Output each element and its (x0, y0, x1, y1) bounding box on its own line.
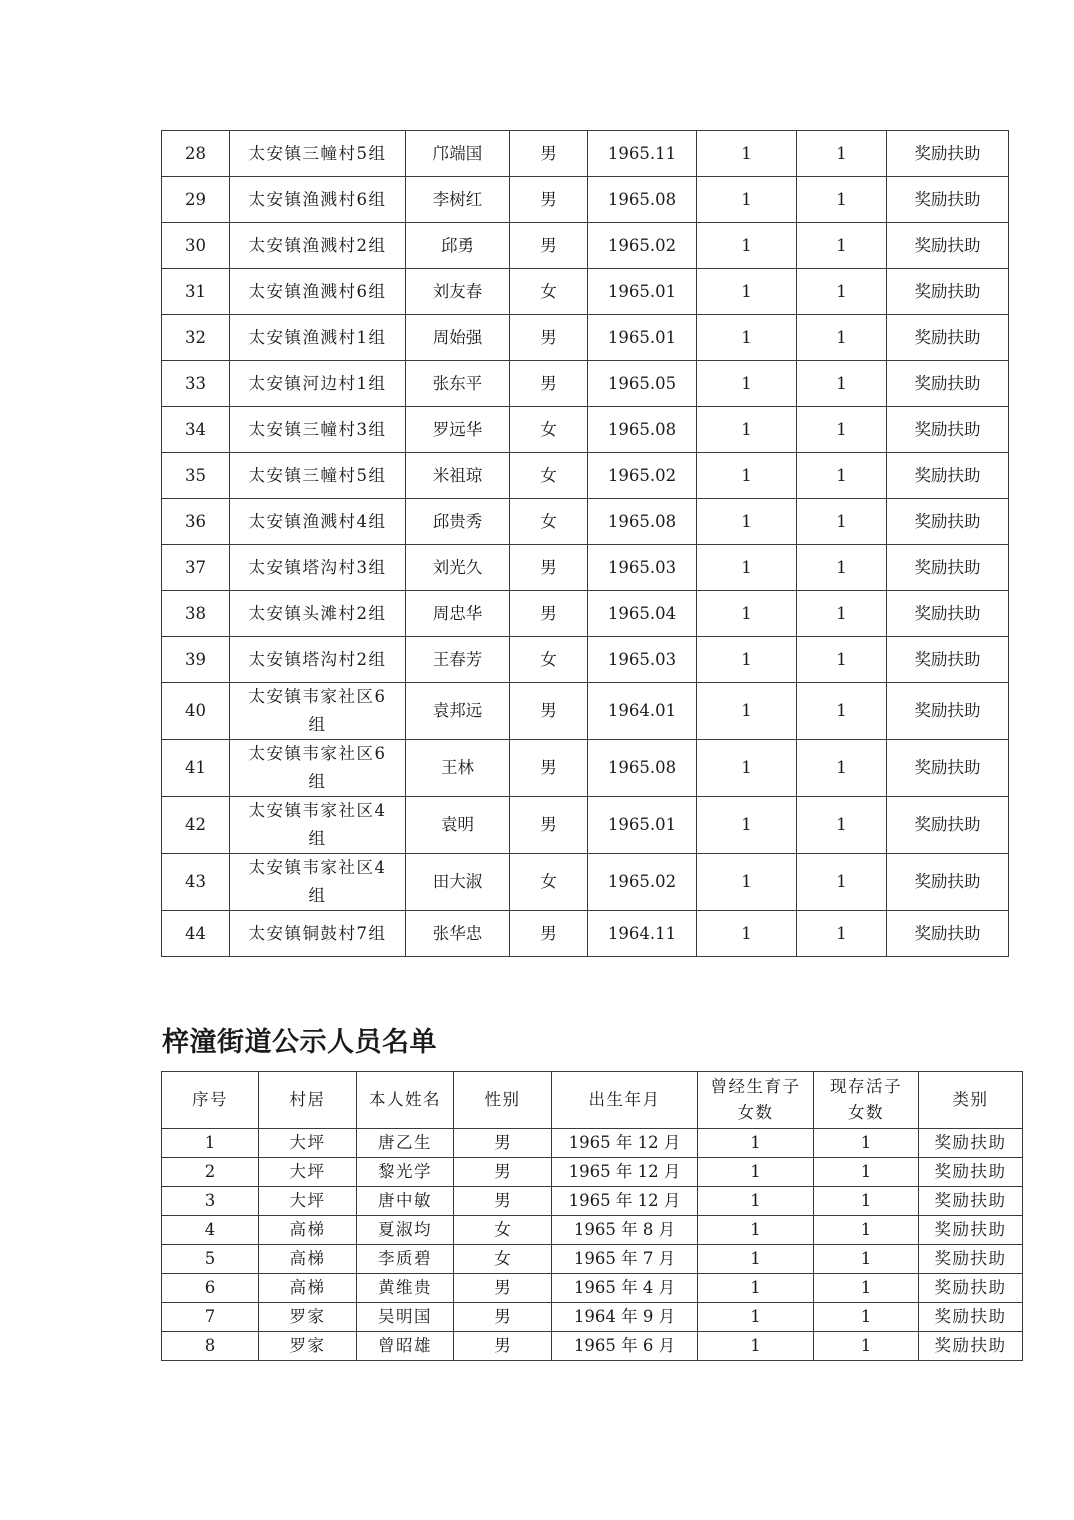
cell-location: 太安镇铜鼓村7组 (230, 911, 406, 957)
table-row (162, 1332, 1023, 1361)
cell-sex: 男 (510, 361, 588, 407)
table-row (162, 854, 1009, 911)
zitong-list-table (161, 1071, 1023, 1361)
cell-birth: 1965 年 7 月 (552, 1245, 698, 1274)
cell-name: 李质碧 (357, 1245, 454, 1274)
table-row (162, 1129, 1023, 1158)
cell-name: 米祖琼 (406, 453, 510, 499)
cell-birth: 1965.08 (588, 407, 697, 453)
cell-living-count: 1 (797, 740, 887, 797)
cell-born-count: 1 (697, 131, 797, 177)
cell-location: 太安镇塔沟村3组 (230, 545, 406, 591)
cell-birth: 1965 年 12 月 (552, 1158, 698, 1187)
cell-type: 奖励扶助 (887, 269, 1009, 315)
header-born-count (698, 1072, 814, 1129)
cell-no: 44 (162, 911, 230, 957)
cell-type: 奖励扶助 (887, 854, 1009, 911)
cell-no: 33 (162, 361, 230, 407)
cell-born-count: 1 (697, 223, 797, 269)
cell-type: 奖励扶助 (887, 740, 1009, 797)
cell-living-count: 1 (814, 1216, 919, 1245)
table-row (162, 177, 1009, 223)
cell-living-count: 1 (797, 637, 887, 683)
cell-born-count: 1 (698, 1158, 814, 1187)
header-village: 村居 (259, 1072, 357, 1129)
cell-name: 张东平 (406, 361, 510, 407)
cell-sex: 女 (510, 854, 588, 911)
cell-name: 袁邦远 (406, 683, 510, 740)
cell-living-count: 1 (814, 1129, 919, 1158)
cell-type: 奖励扶助 (887, 407, 1009, 453)
cell-location: 太安镇渔溅村6组 (230, 269, 406, 315)
table-row (162, 683, 1009, 740)
table-row (162, 1274, 1023, 1303)
cell-living-count: 1 (797, 499, 887, 545)
cell-birth: 1965.01 (588, 269, 697, 315)
table-row (162, 1303, 1023, 1332)
table-row (162, 797, 1009, 854)
cell-name: 周始强 (406, 315, 510, 361)
cell-sex: 男 (454, 1187, 552, 1216)
cell-no: 28 (162, 131, 230, 177)
cell-type: 奖励扶助 (887, 683, 1009, 740)
cell-village: 大坪 (259, 1129, 357, 1158)
table-row (162, 453, 1009, 499)
header-living-count (814, 1072, 919, 1129)
cell-birth: 1965.01 (588, 797, 697, 854)
cell-name: 张华忠 (406, 911, 510, 957)
cell-living-count: 1 (814, 1274, 919, 1303)
cell-no: 2 (162, 1158, 259, 1187)
cell-name: 刘光久 (406, 545, 510, 591)
cell-sex: 男 (510, 911, 588, 957)
cell-location: 太安镇头滩村2组 (230, 591, 406, 637)
header-living-line1: 现存活子 (830, 1077, 902, 1096)
cell-location: 太安镇三幢村3组 (230, 407, 406, 453)
cell-sex: 男 (454, 1158, 552, 1187)
cell-name: 刘友春 (406, 269, 510, 315)
cell-type: 奖励扶助 (919, 1274, 1023, 1303)
cell-birth: 1965.04 (588, 591, 697, 637)
cell-living-count: 1 (797, 911, 887, 957)
cell-location: 太安镇三幢村5组 (230, 131, 406, 177)
cell-village: 高梯 (259, 1245, 357, 1274)
cell-village: 大坪 (259, 1187, 357, 1216)
table-row (162, 1216, 1023, 1245)
cell-living-count: 1 (797, 797, 887, 854)
cell-living-count: 1 (797, 407, 887, 453)
cell-type: 奖励扶助 (919, 1332, 1023, 1361)
cell-sex: 女 (510, 269, 588, 315)
cell-living-count: 1 (797, 453, 887, 499)
header-born-line2: 女数 (737, 1103, 774, 1122)
cell-no: 3 (162, 1187, 259, 1216)
cell-born-count: 1 (697, 545, 797, 591)
header-no: 序号 (162, 1072, 259, 1129)
cell-location: 太安镇韦家社区4组 (230, 854, 406, 911)
cell-type: 奖励扶助 (887, 637, 1009, 683)
table-row (162, 223, 1009, 269)
table-row (162, 545, 1009, 591)
cell-birth: 1965 年 12 月 (552, 1187, 698, 1216)
cell-name: 吴明国 (357, 1303, 454, 1332)
cell-name: 王林 (406, 740, 510, 797)
cell-no: 6 (162, 1274, 259, 1303)
cell-living-count: 1 (797, 269, 887, 315)
cell-birth: 1965.11 (588, 131, 697, 177)
cell-sex: 男 (510, 797, 588, 854)
cell-name: 黎光学 (357, 1158, 454, 1187)
cell-sex: 男 (510, 740, 588, 797)
cell-no: 36 (162, 499, 230, 545)
cell-born-count: 1 (697, 591, 797, 637)
cell-no: 42 (162, 797, 230, 854)
cell-type: 奖励扶助 (919, 1216, 1023, 1245)
cell-sex: 男 (510, 591, 588, 637)
cell-living-count: 1 (797, 131, 887, 177)
cell-name: 邱贵秀 (406, 499, 510, 545)
cell-sex: 女 (510, 407, 588, 453)
cell-born-count: 1 (698, 1216, 814, 1245)
cell-living-count: 1 (797, 591, 887, 637)
cell-name: 夏淑均 (357, 1216, 454, 1245)
cell-name: 唐乙生 (357, 1129, 454, 1158)
cell-born-count: 1 (697, 407, 797, 453)
header-birth: 出生年月 (552, 1072, 698, 1129)
cell-born-count: 1 (698, 1129, 814, 1158)
cell-living-count: 1 (814, 1303, 919, 1332)
cell-no: 38 (162, 591, 230, 637)
header-living-line2: 女数 (848, 1103, 884, 1122)
table-row (162, 361, 1009, 407)
cell-location: 太安镇渔溅村1组 (230, 315, 406, 361)
cell-birth: 1965 年 12 月 (552, 1129, 698, 1158)
cell-no: 37 (162, 545, 230, 591)
cell-no: 7 (162, 1303, 259, 1332)
cell-living-count: 1 (797, 177, 887, 223)
cell-sex: 男 (510, 131, 588, 177)
cell-name: 邱勇 (406, 223, 510, 269)
cell-birth: 1965.05 (588, 361, 697, 407)
cell-location: 太安镇韦家社区4组 (230, 797, 406, 854)
table-row (162, 407, 1009, 453)
cell-type: 奖励扶助 (887, 499, 1009, 545)
cell-birth: 1964.11 (588, 911, 697, 957)
cell-birth: 1965 年 8 月 (552, 1216, 698, 1245)
cell-location: 太安镇渔溅村4组 (230, 499, 406, 545)
table-row (162, 315, 1009, 361)
cell-born-count: 1 (697, 854, 797, 911)
table-row (162, 1245, 1023, 1274)
cell-born-count: 1 (697, 315, 797, 361)
cell-sex: 男 (510, 315, 588, 361)
cell-birth: 1965.08 (588, 740, 697, 797)
header-born-line1: 曾经生育子 (710, 1077, 801, 1096)
cell-birth: 1965.08 (588, 177, 697, 223)
cell-sex: 女 (454, 1245, 552, 1274)
table-row (162, 591, 1009, 637)
cell-type: 奖励扶助 (887, 223, 1009, 269)
cell-born-count: 1 (698, 1187, 814, 1216)
cell-type: 奖励扶助 (887, 177, 1009, 223)
cell-no: 1 (162, 1129, 259, 1158)
header-name: 本人姓名 (357, 1072, 454, 1129)
cell-type: 奖励扶助 (919, 1245, 1023, 1274)
cell-no: 29 (162, 177, 230, 223)
cell-name: 周忠华 (406, 591, 510, 637)
cell-no: 31 (162, 269, 230, 315)
cell-name: 田大淑 (406, 854, 510, 911)
cell-location: 太安镇渔溅村6组 (230, 177, 406, 223)
table-row (162, 269, 1009, 315)
cell-born-count: 1 (697, 453, 797, 499)
cell-living-count: 1 (814, 1245, 919, 1274)
cell-type: 奖励扶助 (919, 1129, 1023, 1158)
table-row (162, 911, 1009, 957)
cell-sex: 女 (454, 1216, 552, 1245)
table-row (162, 1158, 1023, 1187)
section-title: 梓潼街道公示人员名单 (162, 1027, 437, 1058)
cell-no: 35 (162, 453, 230, 499)
cell-name: 罗远华 (406, 407, 510, 453)
cell-location: 太安镇塔沟村2组 (230, 637, 406, 683)
cell-living-count: 1 (797, 854, 887, 911)
cell-birth: 1965.02 (588, 854, 697, 911)
cell-no: 43 (162, 854, 230, 911)
cell-sex: 男 (510, 545, 588, 591)
cell-sex: 男 (510, 223, 588, 269)
cell-village: 高梯 (259, 1216, 357, 1245)
cell-location: 太安镇河边村1组 (230, 361, 406, 407)
cell-name: 曾昭雄 (357, 1332, 454, 1361)
cell-birth: 1965.03 (588, 545, 697, 591)
cell-name: 邝端国 (406, 131, 510, 177)
table-row (162, 1187, 1023, 1216)
cell-born-count: 1 (698, 1245, 814, 1274)
cell-type: 奖励扶助 (887, 591, 1009, 637)
cell-sex: 男 (454, 1129, 552, 1158)
cell-birth: 1965.02 (588, 453, 697, 499)
cell-type: 奖励扶助 (887, 315, 1009, 361)
header-sex: 性别 (454, 1072, 552, 1129)
cell-village: 罗家 (259, 1332, 357, 1361)
cell-living-count: 1 (797, 545, 887, 591)
cell-birth: 1965.08 (588, 499, 697, 545)
cell-sex: 男 (510, 177, 588, 223)
cell-born-count: 1 (697, 269, 797, 315)
cell-type: 奖励扶助 (887, 911, 1009, 957)
header-type: 类别 (919, 1072, 1023, 1129)
cell-type: 奖励扶助 (887, 545, 1009, 591)
table-row (162, 740, 1009, 797)
table-row (162, 131, 1009, 177)
cell-living-count: 1 (814, 1158, 919, 1187)
cell-type: 奖励扶助 (919, 1303, 1023, 1332)
taian-list-table (161, 130, 1009, 957)
cell-living-count: 1 (814, 1332, 919, 1361)
cell-born-count: 1 (697, 740, 797, 797)
cell-type: 奖励扶助 (887, 453, 1009, 499)
table-row (162, 637, 1009, 683)
cell-born-count: 1 (698, 1274, 814, 1303)
cell-location: 太安镇三幢村5组 (230, 453, 406, 499)
cell-location: 太安镇韦家社区6组 (230, 740, 406, 797)
cell-location: 太安镇韦家社区6组 (230, 683, 406, 740)
cell-village: 罗家 (259, 1303, 357, 1332)
cell-born-count: 1 (697, 637, 797, 683)
cell-village: 大坪 (259, 1158, 357, 1187)
cell-no: 39 (162, 637, 230, 683)
cell-living-count: 1 (797, 315, 887, 361)
cell-no: 4 (162, 1216, 259, 1245)
table-header-row (162, 1072, 1023, 1129)
cell-type: 奖励扶助 (919, 1187, 1023, 1216)
cell-birth: 1965 年 4 月 (552, 1274, 698, 1303)
cell-sex: 男 (454, 1274, 552, 1303)
cell-living-count: 1 (797, 223, 887, 269)
cell-born-count: 1 (698, 1303, 814, 1332)
cell-name: 王春芳 (406, 637, 510, 683)
cell-born-count: 1 (697, 499, 797, 545)
cell-sex: 女 (510, 453, 588, 499)
cell-born-count: 1 (697, 361, 797, 407)
cell-living-count: 1 (814, 1187, 919, 1216)
cell-born-count: 1 (697, 177, 797, 223)
cell-birth: 1964.01 (588, 683, 697, 740)
cell-village: 高梯 (259, 1274, 357, 1303)
cell-sex: 男 (510, 683, 588, 740)
cell-born-count: 1 (698, 1332, 814, 1361)
cell-type: 奖励扶助 (887, 797, 1009, 854)
cell-type: 奖励扶助 (887, 361, 1009, 407)
cell-birth: 1965.03 (588, 637, 697, 683)
cell-birth: 1964 年 9 月 (552, 1303, 698, 1332)
cell-no: 32 (162, 315, 230, 361)
cell-living-count: 1 (797, 683, 887, 740)
cell-no: 41 (162, 740, 230, 797)
cell-no: 34 (162, 407, 230, 453)
cell-sex: 男 (454, 1332, 552, 1361)
cell-no: 8 (162, 1332, 259, 1361)
cell-sex: 男 (454, 1303, 552, 1332)
cell-name: 唐中敏 (357, 1187, 454, 1216)
cell-name: 李树红 (406, 177, 510, 223)
cell-no: 30 (162, 223, 230, 269)
cell-type: 奖励扶助 (919, 1158, 1023, 1187)
cell-no: 5 (162, 1245, 259, 1274)
table-row (162, 499, 1009, 545)
cell-born-count: 1 (697, 911, 797, 957)
cell-birth: 1965.02 (588, 223, 697, 269)
cell-name: 黄维贵 (357, 1274, 454, 1303)
cell-born-count: 1 (697, 683, 797, 740)
cell-birth: 1965.01 (588, 315, 697, 361)
cell-living-count: 1 (797, 361, 887, 407)
cell-birth: 1965 年 6 月 (552, 1332, 698, 1361)
cell-sex: 女 (510, 637, 588, 683)
cell-name: 袁明 (406, 797, 510, 854)
cell-no: 40 (162, 683, 230, 740)
cell-sex: 女 (510, 499, 588, 545)
cell-location: 太安镇渔溅村2组 (230, 223, 406, 269)
cell-born-count: 1 (697, 797, 797, 854)
cell-type: 奖励扶助 (887, 131, 1009, 177)
